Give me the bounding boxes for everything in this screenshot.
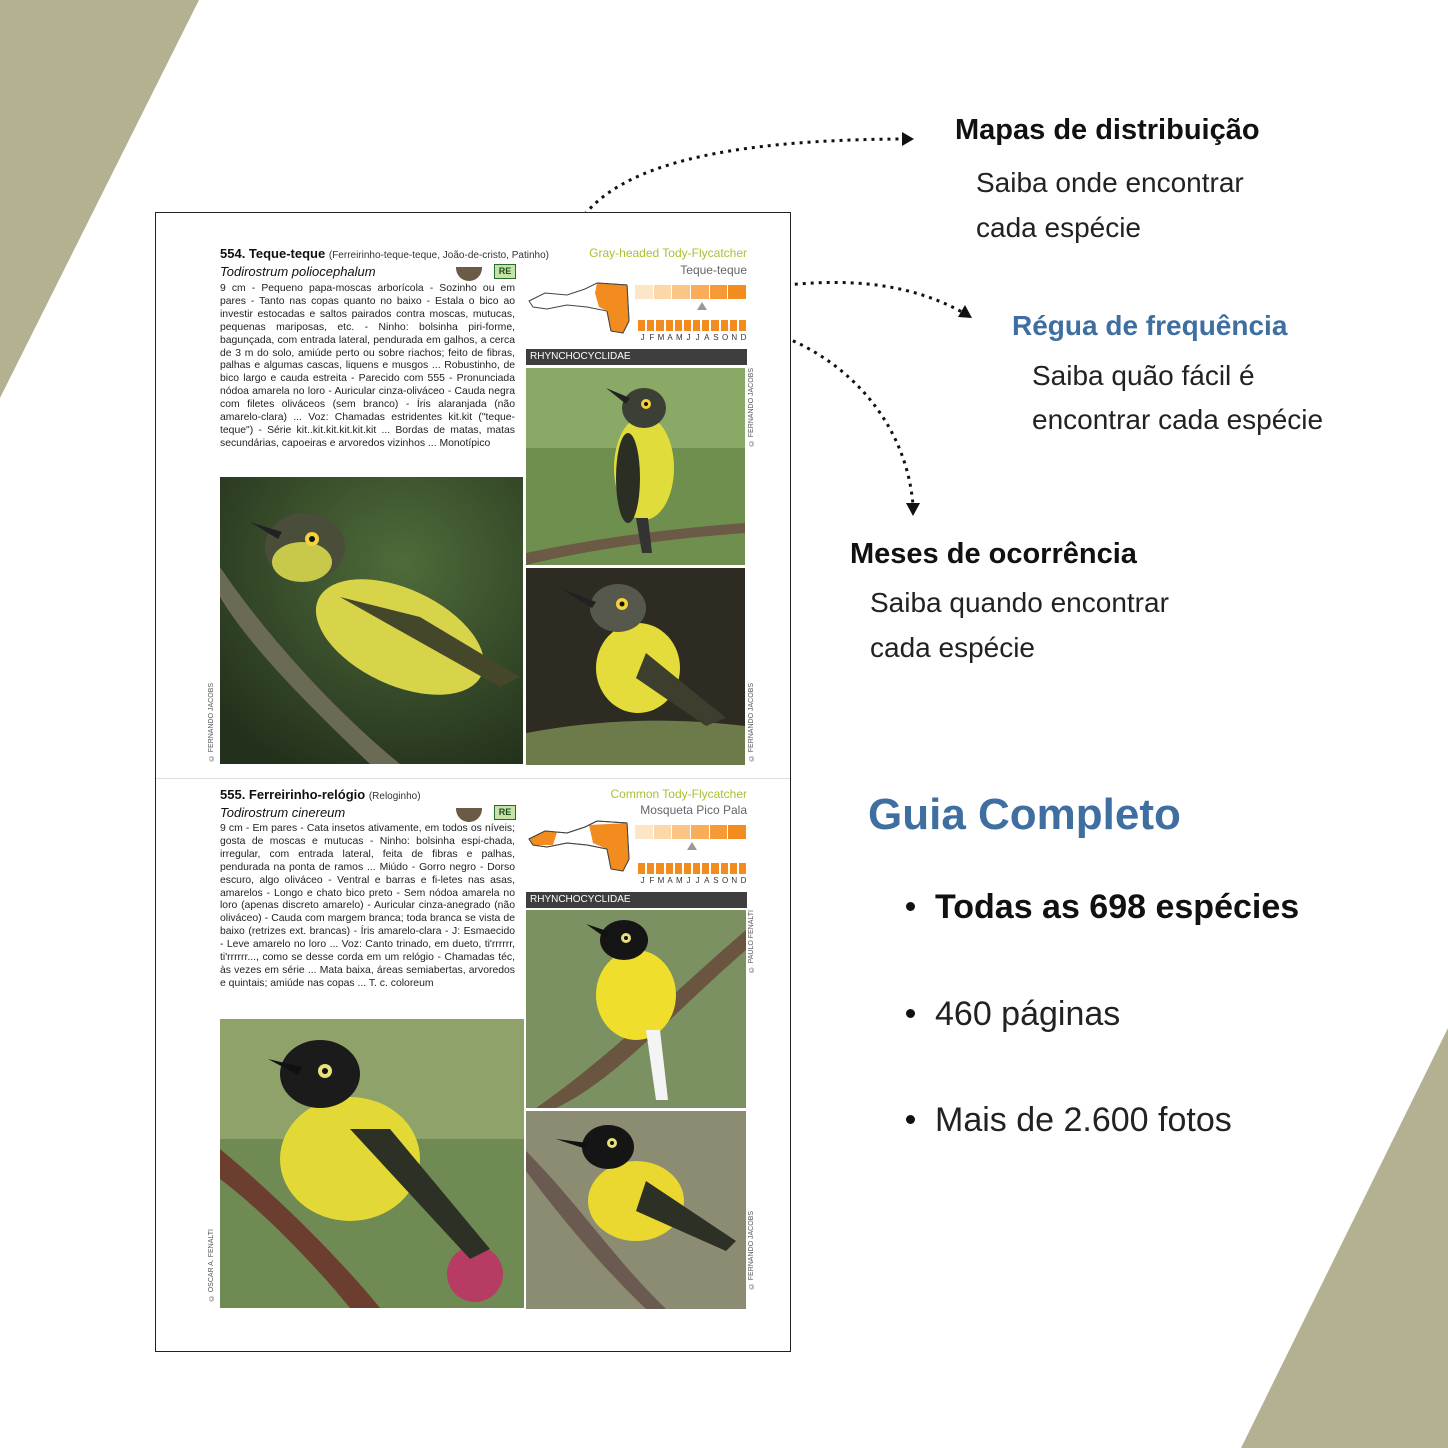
bullet-icon bbox=[906, 902, 915, 911]
english-name: Gray-headed Tody-Flycatcher bbox=[589, 246, 747, 260]
frequency-ruler bbox=[635, 285, 747, 299]
bullet-icon bbox=[906, 1009, 915, 1018]
photo-credit: © PAULO FENALTI bbox=[748, 910, 755, 973]
species-entry-554 bbox=[156, 213, 790, 779]
frequency-ruler bbox=[635, 825, 747, 839]
annotation-months-line-2: cada espécie bbox=[870, 632, 1036, 663]
spanish-name: Mosqueta Pico Pala bbox=[640, 803, 747, 817]
bird-photo-main bbox=[220, 1019, 524, 1308]
month-occurrence-bars bbox=[638, 320, 748, 331]
english-name: Common Tody-Flycatcher bbox=[610, 787, 747, 801]
guide-bullet-photos: Mais de 2.600 fotos bbox=[906, 1101, 1232, 1140]
scientific-name: Todirostrum cinereum bbox=[220, 805, 346, 820]
photo-credit: © FERNANDO JACOBS bbox=[748, 1211, 755, 1290]
nest-icon bbox=[456, 267, 482, 281]
distribution-map bbox=[527, 819, 631, 873]
bullet-icon bbox=[906, 1115, 915, 1124]
status-badge: RE bbox=[494, 264, 516, 279]
status-badge: RE bbox=[494, 805, 516, 820]
species-title: 555. Ferreirinho-relógio (Reloginho) bbox=[220, 787, 421, 802]
annotation-months-title: Meses de ocorrência bbox=[850, 538, 1137, 570]
month-labels: J F M A M J J A S O N D bbox=[640, 333, 747, 342]
annotation-frequency-line-1: Saiba quão fácil é bbox=[1032, 360, 1255, 391]
species-description: 9 cm - Pequeno papa-moscas arborícola - Sozinho ou em pares - Tanto nas copas quanto no baixo - Estala o bico ao investir estocadas e saltos pairados contra moscas, mutucas, pequenas mariposas, etc. - Ninho: bolsinha piri-forme, bagunçada, com entrada lateral, pendurada em galhos, a cerca de 3 m do solo, amiúde perto ou sobre riachos; feito de fibras, palhas e algumas cascas, liquens e musgos ... Robustinho, de bico largo e cauda estreita - Parecido com 555 - Pronunciada nódoa amarela no loro - Auricular cinza-oliváceo - Cauda negra com filetes oliváceos (sem branco) - Íris alaranjada (não amarelo-clara) ... Voz: Chamadas estridentes kit.kit ("teque-teque") - Série kit..kit.kit.kit.kit.kit ... Bordas de matas, matas secundárias, capoeiras e arvoredos vizinhos ... Monotípico bbox=[220, 283, 515, 449]
bird-photo-side-2 bbox=[526, 1111, 746, 1309]
annotation-frequency-line-2: encontrar cada espécie bbox=[1032, 404, 1324, 435]
bird-photo-main bbox=[220, 477, 523, 764]
scientific-name: Todirostrum poliocephalum bbox=[220, 264, 376, 279]
guide-bullet-species: Todas as 698 espécies bbox=[906, 888, 1299, 927]
annotation-frequency-title: Régua de frequência bbox=[1012, 310, 1288, 341]
annotation-months-line-1: Saiba quando encontrar bbox=[870, 587, 1169, 618]
distribution-map bbox=[527, 281, 631, 335]
nest-icon bbox=[456, 808, 482, 822]
annotation-maps-line-1: Saiba onde encontrar bbox=[976, 167, 1244, 198]
bird-photo-side-1 bbox=[526, 910, 746, 1108]
annotation-maps-line-2: cada espécie bbox=[976, 212, 1142, 243]
annotation-maps-title: Mapas de distribuição bbox=[955, 114, 1260, 146]
photo-credit: © FERNANDO JACOBS bbox=[208, 683, 215, 762]
family-bar: RHYNCHOCYCLIDAE bbox=[526, 892, 747, 908]
species-title: 554. Teque-teque (Ferreirinho-teque-teque, João-de-cristo, Patinho) bbox=[220, 246, 549, 261]
family-bar: RHYNCHOCYCLIDAE bbox=[526, 349, 747, 365]
frequency-marker-icon bbox=[697, 302, 707, 310]
photo-credit: © FERNANDO JACOBS bbox=[748, 368, 755, 447]
photo-credit: © FERNANDO JACOBS bbox=[748, 683, 755, 762]
spanish-name: Teque-teque bbox=[680, 263, 747, 277]
bird-photo-side-2 bbox=[526, 568, 745, 765]
guide-title: Guia Completo bbox=[868, 790, 1181, 839]
month-labels: J F M A M J J A S O N D bbox=[640, 876, 747, 885]
guide-bullet-pages: 460 páginas bbox=[906, 995, 1120, 1034]
bird-photo-side-1 bbox=[526, 368, 745, 565]
species-description: 9 cm - Em pares - Cata insetos ativamente, em todos os níveis; gosta de moscas e mutucas - Ninho: bolsinha espi-chada, irregular, com entrada lateral, feita de fibras e palhas, pendurada na ponta de ramos ... Miúdo - Gorro negro - Dorso escuro, algo oliváceo - Ventral e barras e fi-letes nas asas, amarelos - Longo e chato bico preto - Sem nódoa amarela no loro (apenas discreto amarelo) - Auricular cinza-anegrado (não oliváceo) - Cauda com margem branca; toda branca se vista de baixo (retrizes ext. brancas) - Íris amarelo-clara - J: Esmaecido - Leve amarelo no loro ... Voz: Canto trinado, em dueto, ti'rrrrrr, ti'rrrrrr..., como se desse corda em um relógio - Chamadas téc, às vezes em série ... Mata baixa, áreas semiabertas, arvoredos e quintais; amiúde nas copas ... T. c. coloreum bbox=[220, 823, 515, 989]
species-entry-555 bbox=[156, 779, 790, 1351]
month-occurrence-bars bbox=[638, 863, 748, 874]
frequency-marker-icon bbox=[687, 842, 697, 850]
guide-page bbox=[155, 212, 791, 1352]
photo-credit: © OSCAR A. FENALTI bbox=[208, 1229, 215, 1302]
